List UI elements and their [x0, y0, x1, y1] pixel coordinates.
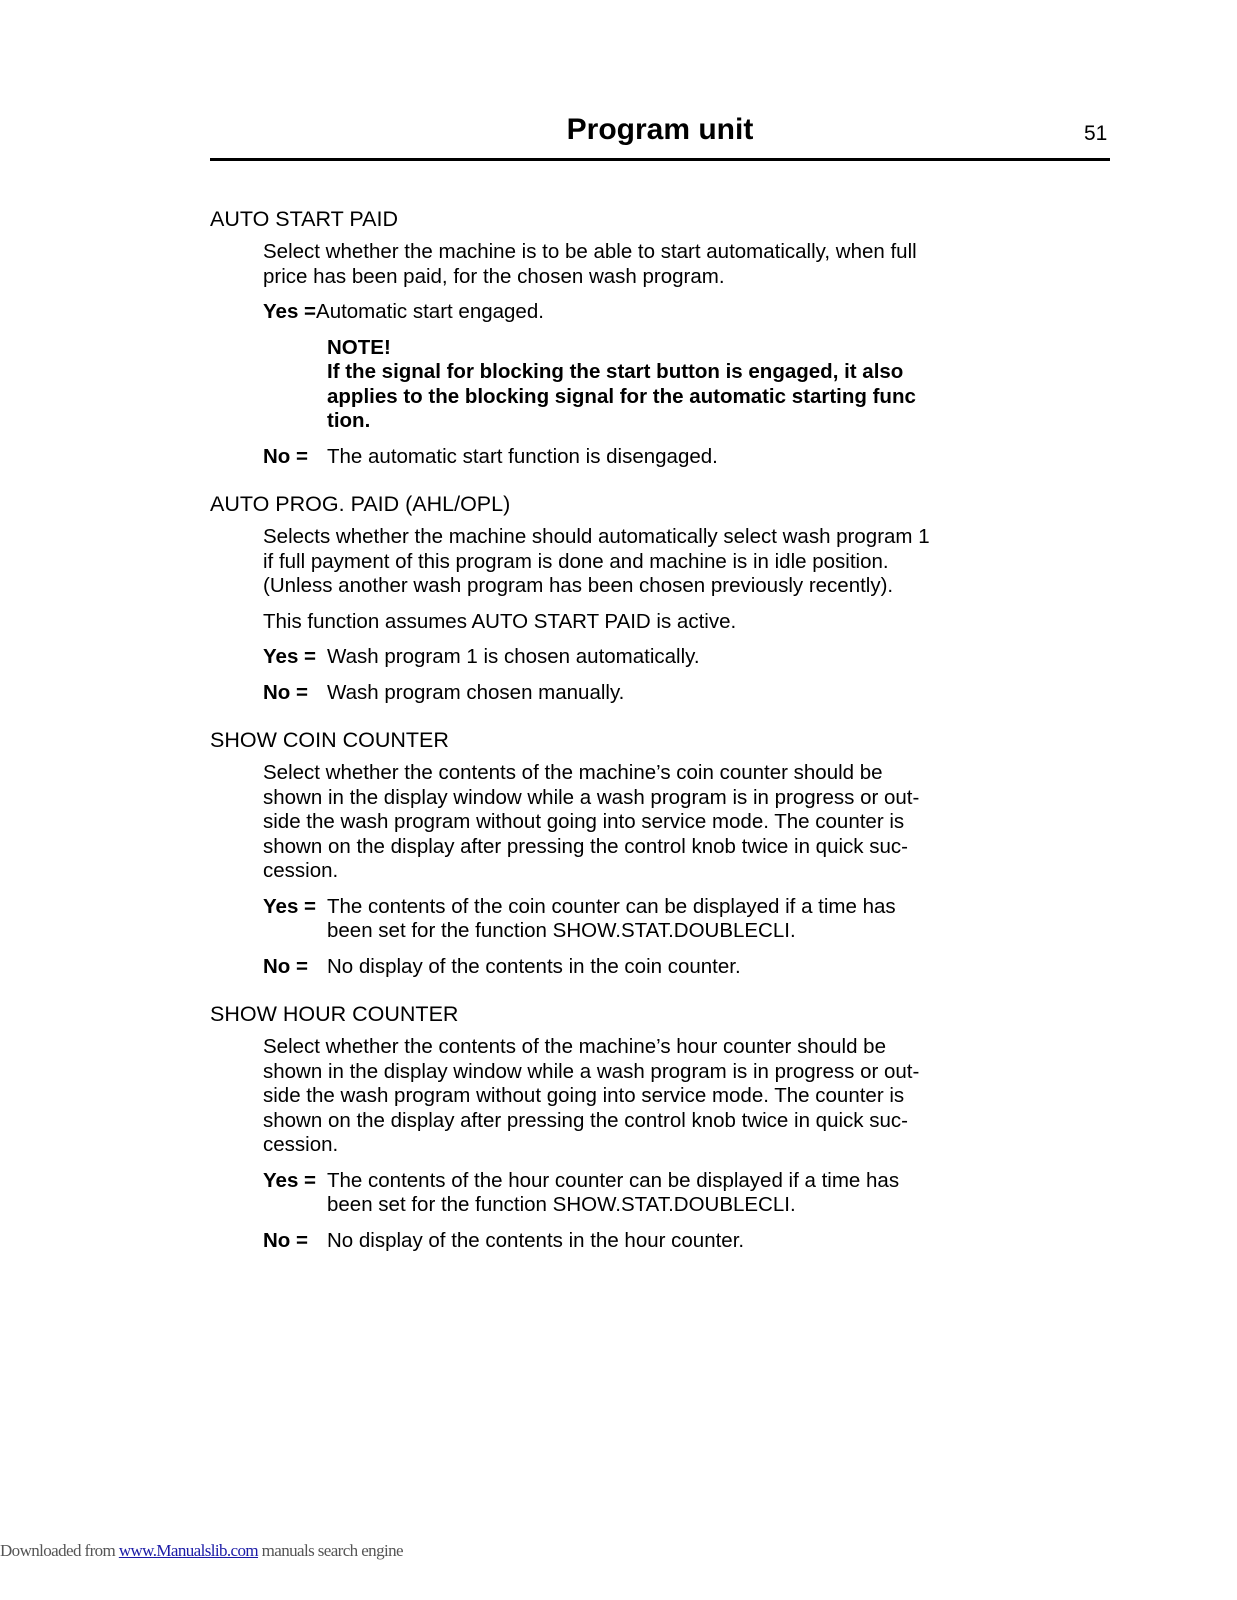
- option-yes-key: Yes =: [263, 1168, 317, 1192]
- option-yes-text: The contents of the hour counter can be displayed if a time has been set for the function SHOW.STAT.DOUBLECLI.: [327, 1168, 900, 1216]
- page-title: [210, 112, 1110, 148]
- page-number: 51: [1084, 122, 1108, 145]
- option-yes-text: Wash program 1 is chosen automatically.: [327, 645, 700, 668]
- option-no-text: The automatic start function is disengaged.: [327, 444, 718, 468]
- header-divider: [210, 158, 1110, 161]
- section-description: Select whether the machine is to be able to start automatically, when full price has been paid, for the chosen wash program.: [263, 240, 917, 288]
- option-no-text: Wash program chosen manually.: [327, 680, 625, 704]
- section-description: Selects whether the machine should automatically select wash program 1 if full payment of this program is done and machine is in idle position. (Unless another wash program has been chosen previously recently).: [263, 525, 930, 597]
- option-yes: [263, 1169, 935, 1218]
- footer-suffix: manuals search engine: [258, 1541, 403, 1560]
- footer-prefix: Downloaded from: [0, 1541, 119, 1560]
- manualslib-link[interactable]: www.Manualslib.com: [118, 1541, 259, 1560]
- option-yes: [263, 895, 935, 944]
- section-heading: AUTO START PAID: [210, 207, 398, 231]
- section-extra-note: This function assumes AUTO START PAID is active.: [263, 609, 737, 633]
- option-yes: [263, 300, 935, 325]
- option-no-text: No display of the contents in the hour counter.: [327, 1228, 745, 1252]
- section-heading: SHOW HOUR COUNTER: [210, 1002, 459, 1026]
- section-heading: AUTO PROG. PAID (AHL/OPL): [210, 492, 511, 516]
- option-no: [263, 1229, 935, 1254]
- option-no-text: No display of the contents in the coin counter.: [327, 954, 741, 978]
- download-footer: [0, 1541, 403, 1561]
- option-yes-key: Yes =: [263, 300, 317, 323]
- note-label: NOTE!: [327, 335, 391, 359]
- option-no-key: No =: [263, 444, 308, 468]
- note-box: [327, 336, 927, 434]
- option-no: [263, 955, 935, 980]
- section-show-hour-counter: [210, 1001, 1110, 1253]
- section-auto-start-paid: [210, 206, 1110, 469]
- option-yes-text: Automatic start engaged.: [316, 300, 544, 323]
- option-yes-key: Yes =: [263, 645, 317, 668]
- option-no-key: No =: [263, 680, 308, 704]
- option-yes: [263, 645, 935, 670]
- option-yes-key: Yes =: [263, 894, 317, 918]
- document-body: [210, 206, 1110, 1275]
- option-no-key: No =: [263, 1228, 308, 1252]
- note-text: If the signal for blocking the start button is engaged, it also applies to the blocking signal for the automatic starting func tion.: [327, 360, 916, 432]
- section-description: Select whether the contents of the machine’s hour counter should be shown in the display window while a wash program is in progress or out-side the wash program without going into service mode. The counter is shown on the display after pressing the control knob twice in quick suc-cession.: [263, 1035, 920, 1156]
- option-no: [263, 681, 935, 706]
- section-heading: SHOW COIN COUNTER: [210, 728, 449, 752]
- section-description: Select whether the contents of the machine’s coin counter should be shown in the display window while a wash program is in progress or out-side the wash program without going into service mode. The counter is shown on the display after pressing the control knob twice in quick suc-cession.: [263, 761, 920, 882]
- section-auto-prog-paid: [210, 491, 1110, 705]
- option-yes-text: The contents of the coin counter can be displayed if a time has been set for the function SHOW.STAT.DOUBLECLI.: [327, 894, 896, 942]
- page-title-text: Program unit: [566, 113, 754, 146]
- option-no: [263, 445, 935, 470]
- option-no-key: No =: [263, 954, 308, 978]
- section-show-coin-counter: [210, 727, 1110, 979]
